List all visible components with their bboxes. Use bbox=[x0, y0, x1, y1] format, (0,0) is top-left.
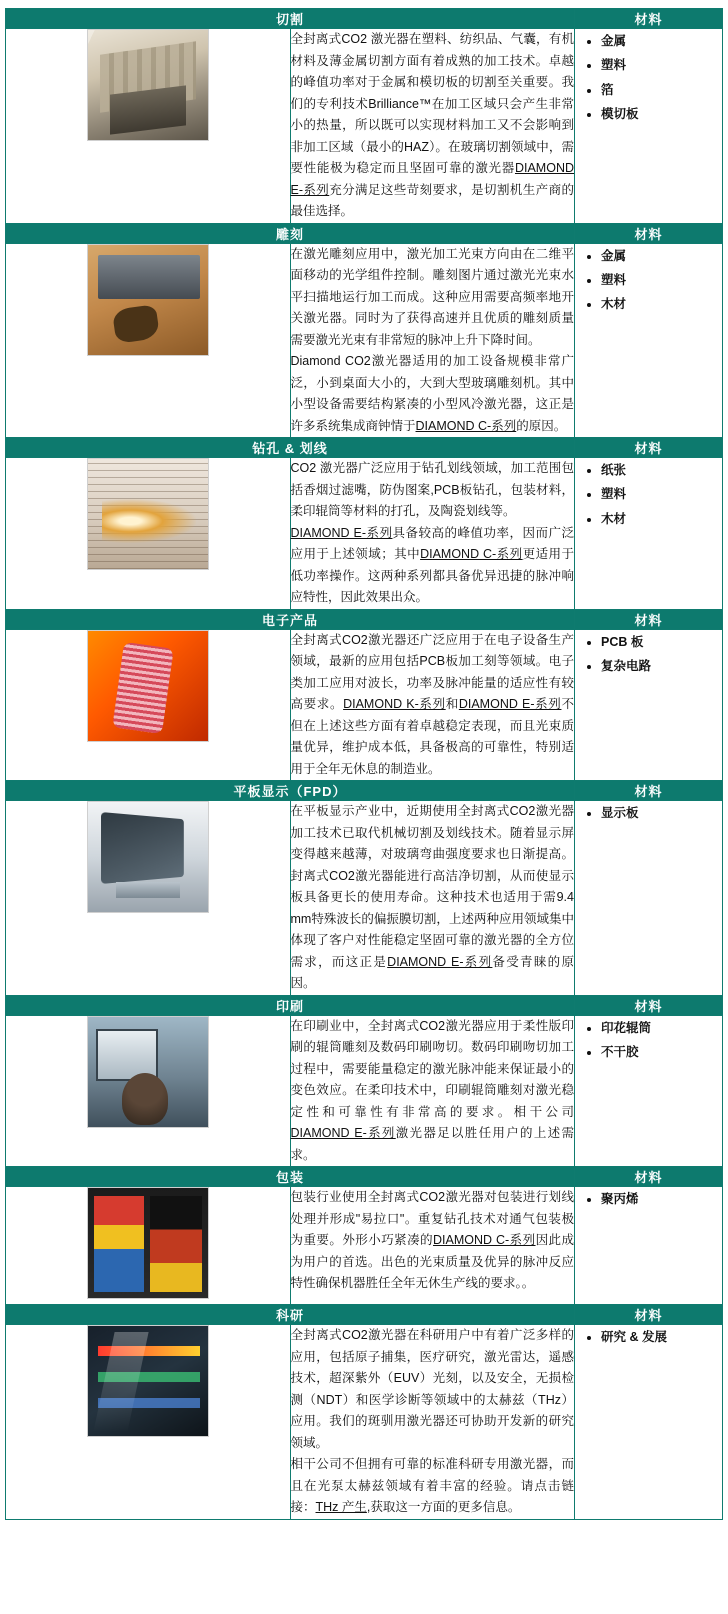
material-list bbox=[575, 1016, 722, 1065]
section-body-row bbox=[6, 29, 723, 224]
section-title: 印刷 bbox=[6, 995, 575, 1015]
section-body-row bbox=[6, 243, 723, 438]
section-image-cell bbox=[6, 1015, 291, 1167]
section-header-row bbox=[6, 1305, 723, 1325]
applications-table bbox=[5, 8, 723, 1520]
flat-panel-display-photo bbox=[87, 801, 209, 913]
section-header-row bbox=[6, 223, 723, 243]
paragraph: Diamond CO2激光器适用的加工设备规模非常广泛，小到桌面大小的，大到大型玻璃雕刻机。其中小型设备需要结构紧凑的小型风冷激光器，这正是许多系统集成商钟情于DIAMOND C-系列的原因。 bbox=[290, 354, 574, 433]
material-list bbox=[575, 244, 722, 317]
material-cell bbox=[575, 243, 723, 438]
paragraph: 全封离式CO2激光器在科研用户中有着广泛多样的应用，包括原子捕集，医疗研究，激光雷达，遥感技术，超深紫外（EUV）光刻，以及安全，无损检测（NDT）和医学诊断等领域中的太赫兹（THz）应用。我们的斑驯用激光器还可协助开发新的研究领域。 bbox=[290, 1328, 574, 1450]
section-header-row bbox=[6, 995, 723, 1015]
section-image-cell bbox=[6, 801, 291, 996]
section-header-row bbox=[6, 609, 723, 629]
section-image-cell bbox=[6, 629, 291, 781]
list-item: • PCB 板 bbox=[601, 630, 722, 654]
section-description bbox=[290, 1325, 575, 1520]
section-description bbox=[290, 1187, 575, 1305]
section-body-row bbox=[6, 1325, 723, 1520]
section-title: 包装 bbox=[6, 1167, 575, 1187]
product-link[interactable]: DIAMOND C-系列 bbox=[420, 547, 523, 561]
list-item: • 塑料 bbox=[601, 268, 722, 292]
paragraph: 在激光雕刻应用中，激光加工光束方向由在二维平面移动的光学组件控制。雕刻图片通过激光光束水平扫描地运行加工而成。这种应用需要高频率地开关激光器。同时为了获得高速并且优质的雕刻质量需要激光光束有非常短的脉冲上升下降时间。 bbox=[290, 246, 574, 347]
material-cell bbox=[575, 1325, 723, 1520]
material-header: 材料 bbox=[575, 223, 723, 243]
list-item: • 箔 bbox=[601, 78, 722, 102]
section-body-row bbox=[6, 801, 723, 996]
product-link[interactable]: DIAMOND E-系列 bbox=[290, 525, 393, 540]
list-item: • 研究 & 发展 bbox=[601, 1325, 722, 1349]
section-title: 钻孔 & 划线 bbox=[6, 438, 575, 458]
section-description bbox=[290, 29, 575, 224]
printing-roller-photo bbox=[87, 1016, 209, 1128]
paragraph: 包装行业使用全封离式CO2激光器对包装进行划线处理并形成"易拉口"。重复钻孔技术对通气包装极为重要。外形小巧紧凑的DIAMOND C-系列因此成为用户的首选。出色的光束质量及优异的脉冲反应特性确保机器胜任全年无休生产线的要求。。 bbox=[290, 1190, 574, 1290]
list-item: • 金属 bbox=[601, 29, 722, 53]
section-description bbox=[290, 801, 575, 996]
material-list bbox=[575, 1325, 722, 1349]
material-header: 材料 bbox=[575, 1305, 723, 1325]
product-link[interactable]: DIAMOND E-系列 bbox=[458, 697, 562, 711]
list-item: • 不干胶 bbox=[601, 1040, 722, 1064]
product-link[interactable]: DIAMOND E-系列 bbox=[290, 1126, 396, 1140]
material-cell bbox=[575, 801, 723, 996]
research-lab-laser-photo bbox=[87, 1325, 209, 1437]
laser-drilling-perforation-photo bbox=[87, 458, 209, 570]
list-item: • 塑料 bbox=[601, 53, 722, 77]
material-cell bbox=[575, 1187, 723, 1305]
section-image-cell bbox=[6, 1187, 291, 1305]
material-cell bbox=[575, 458, 723, 610]
list-item: • 金属 bbox=[601, 244, 722, 268]
product-link[interactable]: DIAMOND K-系列 bbox=[343, 697, 446, 711]
list-item: • 复杂电路 bbox=[601, 654, 722, 678]
section-title: 科研 bbox=[6, 1305, 575, 1325]
footer-note bbox=[5, 1520, 723, 1524]
section-body-row bbox=[6, 458, 723, 610]
material-list bbox=[575, 801, 722, 825]
section-image-cell bbox=[6, 243, 291, 438]
section-title: 切割 bbox=[6, 9, 575, 29]
paragraph: 在平板显示产业中，近期使用全封离式CO2激光器加工技术已取代机械切割及划线技术。随着显示屏变得越来越薄，对玻璃弯曲强度要求也日渐提高。封离式CO2激光器能进行高洁净切割，从而使显示板具备更长的使用寿命。这种技术也适用于需9.4 mm特殊波长的偏振膜切割，上述两种应用领域集中体现了客户对性能稳定坚固可靠的激光器的全方位需求，而这正是DIAMOND E-系列备受青睐的原因。 bbox=[290, 804, 574, 990]
paragraph: 在印刷业中，全封离式CO2激光器应用于柔性版印刷的辊筒雕刻及数码印刷吻切。数码印刷吻切加工过程中，需要能量稳定的激光脉冲能来保证最小的变色效应。在柔印技术中，印刷辊筒雕刻对激光稳定性和可靠性有非常高的要求。相干公司DIAMOND E-系列激光器足以胜任用户的上述需求。 bbox=[290, 1018, 574, 1162]
list-item: • 木材 bbox=[601, 507, 722, 531]
section-image-cell bbox=[6, 458, 291, 610]
section-image-cell bbox=[6, 1325, 291, 1520]
section-description bbox=[290, 458, 575, 610]
list-item: • 印花辊筒 bbox=[601, 1016, 722, 1040]
section-header-row bbox=[6, 1167, 723, 1187]
material-cell bbox=[575, 1015, 723, 1167]
paragraph: 相干公司不但拥有可靠的标准科研专用激光器，而且在光泵太赫兹领域有着丰富的经验。请点击链接：THz 产生,获取这一方面的更多信息。 bbox=[290, 1457, 574, 1514]
list-item: • 纸张 bbox=[601, 458, 722, 482]
flexible-pcb-photo bbox=[87, 630, 209, 742]
material-list bbox=[575, 1187, 722, 1211]
list-item: • 木材 bbox=[601, 292, 722, 316]
section-body-row bbox=[6, 629, 723, 781]
product-link[interactable]: THz 产生 bbox=[315, 1500, 367, 1514]
material-cell bbox=[575, 29, 723, 224]
material-header: 材料 bbox=[575, 438, 723, 458]
paragraph: DIAMOND E-系列具备较高的峰值功率，因而广泛应用于上述领域；其中DIAMOND C-系列更适用于低功率操作。这两种系列都具备优异迅捷的脉冲响应特性，因此效果出众。 bbox=[290, 525, 574, 604]
laser-cutting-metal-photo bbox=[87, 29, 209, 141]
material-header: 材料 bbox=[575, 1167, 723, 1187]
list-item: • 塑料 bbox=[601, 482, 722, 506]
section-body-row bbox=[6, 1015, 723, 1167]
section-description bbox=[290, 629, 575, 781]
section-title: 雕刻 bbox=[6, 223, 575, 243]
list-item: • 聚丙烯 bbox=[601, 1187, 722, 1211]
section-title: 电子产品 bbox=[6, 609, 575, 629]
material-list bbox=[575, 630, 722, 679]
paragraph: 全封离式CO2 激光器在塑料、纺织品、气囊，有机材料及薄金属切割方面有着成熟的加工技术。卓越的峰值功率对于金属和模切板的切割至关重要。我们的专利技术Brilliance™在加工区域只会产生非常小的热量，所以既可以实现材料加工又不会影响到非加工区域（最小的HAZ）。在玻璃切割领域中，需要性能极为稳定而且坚固可靠的激光器DIAMOND E-系列充分满足这些苛刻要求，是切割机生产商的最佳选择。 bbox=[290, 32, 574, 218]
list-item: • 模切板 bbox=[601, 102, 722, 126]
section-description bbox=[290, 1015, 575, 1167]
section-title: 平板显示（FPD） bbox=[6, 781, 575, 801]
paragraph: CO2 激光器广泛应用于钻孔划线领域，加工范围包括香烟过滤嘴，防伪图案,PCB板钻孔，包装材料，柔印辊筒等材料的打孔，及陶瓷划线等。 bbox=[290, 461, 574, 518]
list-item: • 显示板 bbox=[601, 801, 722, 825]
material-header: 材料 bbox=[575, 781, 723, 801]
material-header: 材料 bbox=[575, 9, 723, 29]
material-cell bbox=[575, 629, 723, 781]
material-header: 材料 bbox=[575, 609, 723, 629]
material-list bbox=[575, 29, 722, 127]
paragraph: 全封离式CO2激光器还广泛应用于在电子设备生产领域，最新的应用包括PCB板加工刻等领域。电子类加工应用对波长，功率及脉冲能量的适应性有较高要求。DIAMOND K-系列和DIAMOND E-系列不但在上述这些方面有着卓越稳定表现，而且光束质量优异，维护成本低，具备极高的可靠性，特别适用于全年无休息的制造业。 bbox=[290, 632, 574, 776]
section-header-row bbox=[6, 438, 723, 458]
laser-engraving-wood-photo bbox=[87, 244, 209, 356]
product-link[interactable]: DIAMOND C-系列 bbox=[433, 1233, 536, 1247]
material-header: 材料 bbox=[575, 995, 723, 1015]
section-header-row bbox=[6, 9, 723, 29]
product-link[interactable]: DIAMOND E-系列 bbox=[387, 954, 493, 969]
section-image-cell bbox=[6, 29, 291, 224]
product-link[interactable]: DIAMOND C-系列 bbox=[415, 418, 517, 433]
snack-packaging-photo bbox=[87, 1187, 209, 1299]
section-description bbox=[290, 243, 575, 438]
section-body-row bbox=[6, 1187, 723, 1305]
product-link[interactable]: DIAMOND E-系列 bbox=[290, 161, 574, 197]
section-header-row bbox=[6, 781, 723, 801]
material-list bbox=[575, 458, 722, 531]
